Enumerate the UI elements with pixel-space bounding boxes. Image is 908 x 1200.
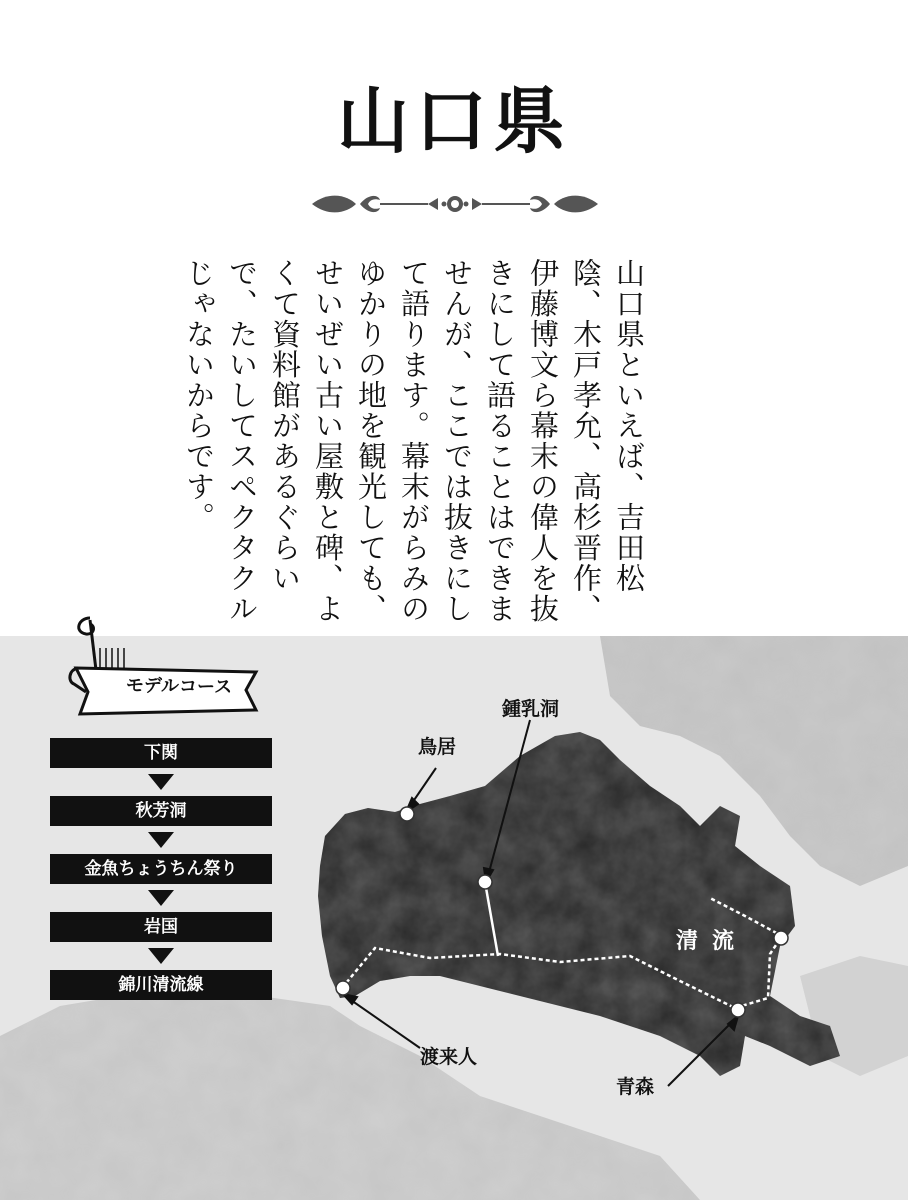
page-title: 山口県 [336,78,571,163]
course-stop: 下関 [50,738,272,768]
point-toraijin [336,981,350,995]
label-seiryu: 清流 [676,929,749,954]
down-arrow-icon [148,774,174,790]
model-course-list [50,738,272,1000]
course-stop: 金魚ちょうちん祭り [50,854,272,884]
label-shonyudo: 鍾乳洞 [502,698,560,720]
point-aomori [731,1003,745,1017]
point-shonyudo [478,875,492,889]
body-text: 山口県といえば、吉田松陰、木戸孝允、高杉晋作、伊藤博文ら幕末の偉人を抜きにして語ることはできませんが、ここでは抜きにして語ります。幕末がらみのゆかりの地を観光しても、せいぜい古い屋敷と碑、よくて資料館があるぐらいで、たいしてスペクタクルじゃないからです。 [182,258,646,624]
course-stop: 秋芳洞 [50,796,272,826]
label-torii: 鳥居 [418,736,457,758]
course-stop: 錦川清流線 [50,970,272,1000]
label-toraijin: 渡来人 [420,1046,478,1068]
course-stop: 岩国 [50,912,272,942]
label-aomori: 青森 [616,1076,655,1098]
down-arrow-icon [148,890,174,906]
point-seiryu [774,931,788,945]
ornament-divider [310,186,600,222]
down-arrow-icon [148,832,174,848]
banner-label: モデルコース [125,675,233,698]
down-arrow-icon [148,948,174,964]
model-course-banner [60,610,270,730]
point-torii [400,807,414,821]
